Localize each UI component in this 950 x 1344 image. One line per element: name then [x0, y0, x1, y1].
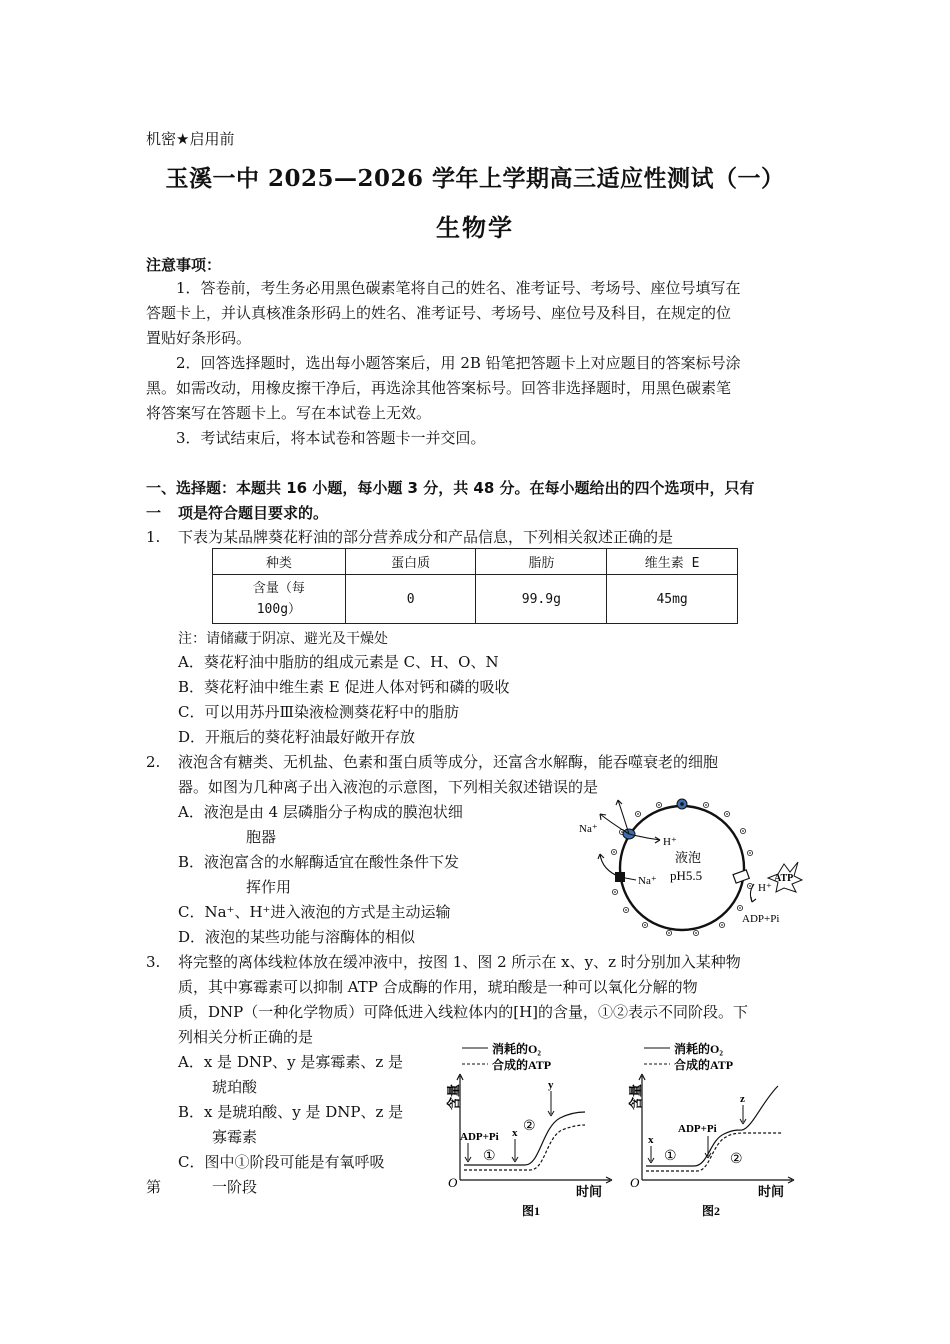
y-axis-label: 含量 — [446, 1083, 461, 1110]
h-right-label: H⁺ — [758, 882, 772, 894]
question-stem: 下表为某品牌葵花籽油的部分营养成分和产品信息，下列相关叙述正确的是 — [178, 528, 674, 546]
notice-line: 置贴好条形码。 — [146, 329, 252, 347]
figure-caption: 图2 — [702, 1204, 721, 1218]
exam-title: 玉溪一中 2025—2026 学年上学期高三适应性测试（一） — [165, 165, 785, 192]
question-stem: 将完整的离体线粒体放在缓冲液中，按图 1、图 2 所示在 x、y、z 时分别加入某种物 — [178, 953, 741, 971]
table-cell: 0 — [345, 575, 476, 624]
h-top-label: H⁺ — [663, 836, 677, 848]
option-a-cont: 琥珀酸 — [212, 1078, 258, 1096]
vacuole-diagram — [570, 792, 810, 938]
notice-line: 黑。如需改动，用橡皮擦干净后，再选涂其他答案标号。回答非选择题时，用黑色碳素笔 — [146, 379, 732, 397]
question-stem: 器。如图为几种离子出入液泡的示意图，下列相关叙述错误的是 — [178, 778, 599, 796]
option-a: A．液泡是由 4 层磷脂分子构成的膜泡状细 — [178, 803, 463, 821]
adp-label: ADP+Pi — [460, 1131, 499, 1143]
option-c: C．图中①阶段可能是有氧呼吸 — [178, 1153, 385, 1171]
section-heading-cont: 项是符合题目要求的。 — [178, 504, 329, 522]
y-axis-label: 含量 — [628, 1083, 643, 1110]
ph-label: pH5.5 — [670, 868, 703, 883]
na-in-label: Na⁺ — [638, 875, 657, 887]
option-b-cont: 挥作用 — [246, 878, 292, 896]
stage-1-label: ① — [483, 1149, 496, 1164]
na-out-label: Na⁺ — [579, 823, 598, 835]
proton-pump — [733, 870, 749, 883]
legend-atp: 合成的ATP — [492, 1058, 552, 1072]
y-marker: y — [548, 1079, 554, 1091]
adp-label: ADP+Pi — [678, 1123, 717, 1135]
table-row-label: 含量（每 100g） — [213, 575, 346, 624]
origin-label: O — [448, 1175, 458, 1190]
table-note: 注：请储藏于阴凉、避光及干燥处 — [178, 631, 388, 647]
x-axis-label: 时间 — [758, 1184, 785, 1199]
vacuole-label: 液泡 — [675, 850, 702, 865]
origin-label: O — [630, 1175, 640, 1190]
notice-line: 3．考试结束后，将本试卷和答题卡一并交回。 — [176, 429, 486, 447]
question-stem: 液泡含有糖类、无机盐、色素和蛋白质等成分，还富含水解酶，能吞噬衰老的细胞 — [178, 753, 719, 771]
option-c: C．可以用苏丹Ⅲ染液检测葵花籽中的脂肪 — [178, 703, 459, 721]
option-b: B．x 是琥珀酸、y 是 DNP、z 是 — [178, 1103, 404, 1121]
atp-label: ATP — [774, 873, 794, 884]
table-header: 种类 — [213, 549, 346, 575]
table-header: 脂肪 — [476, 549, 607, 575]
figure-2 — [612, 1040, 802, 1220]
question-stem: 质，DNP（一种化学物质）可降低进入线粒体内的[H]的含量，①②表示不同阶段。下 — [178, 1003, 749, 1021]
stage-2-label: ② — [523, 1119, 536, 1134]
option-c-cont: 第 — [146, 1178, 162, 1196]
table-cell: 45mg — [607, 575, 738, 624]
confidential-mark: 机密★启用前 — [146, 130, 235, 148]
notice-line: 2．回答选择题时，选出每小题答案后，用 2B 铅笔把答题卡上对应题目的答案标号涂 — [176, 354, 741, 372]
notice-line: 将答案写在答题卡上。写在本试卷上无效。 — [146, 404, 432, 422]
question-number: 2. — [146, 753, 161, 771]
question-number: 3. — [146, 953, 161, 971]
notice-line: 1．答卷前，考生务必用黑色碳素笔将自己的姓名、准考证号、考场号、座位号填写在 — [176, 279, 741, 297]
option-d: D．开瓶后的葵花籽油最好敞开存放 — [178, 728, 416, 746]
figure-caption: 图1 — [522, 1204, 541, 1218]
stage-1-label: ① — [664, 1149, 677, 1164]
question-stem: 质，其中寡霉素可以抑制 ATP 合成酶的作用，琥珀酸是一种可以氧化分解的物 — [178, 978, 698, 996]
adp-label: ADP+Pi — [742, 913, 780, 925]
table-cell: 99.9g — [476, 575, 607, 624]
legend-atp: 合成的ATP — [674, 1058, 734, 1072]
notice-line: 答题卡上，并认真核准条形码上的姓名、准考证号、考场号、座位号及科目，在规定的位 — [146, 304, 732, 322]
legend-o2: 消耗的O₂ — [492, 1042, 541, 1056]
figure-1 — [430, 1040, 620, 1220]
option-b: B．液泡富含的水解酶适宜在酸性条件下发 — [178, 853, 460, 871]
option-c: C．Na⁺、H⁺进入液泡的方式是主动运输 — [178, 903, 451, 921]
x-marker: x — [648, 1134, 654, 1146]
option-b: B．葵花籽油中维生素 E 促进人体对钙和磷的吸收 — [178, 678, 510, 696]
legend-o2: 消耗的O₂ — [674, 1042, 723, 1056]
option-a-cont: 胞器 — [246, 828, 277, 846]
nutrition-table — [212, 548, 738, 624]
option-b-cont: 寡霉素 — [212, 1128, 258, 1146]
z-marker: z — [740, 1093, 745, 1105]
section-heading: 一、选择题：本题共 16 小题，每小题 3 分，共 48 分。在每小题给出的四个选项中，只有 — [146, 479, 755, 497]
question-stem: 列相关分析正确的是 — [178, 1028, 314, 1046]
x-marker: x — [512, 1127, 518, 1139]
option-a: A．葵花籽油中脂肪的组成元素是 C、H、O、N — [178, 653, 499, 671]
stage-2-label: ② — [730, 1152, 743, 1167]
x-axis-label: 时间 — [576, 1184, 603, 1199]
option-a: A．x 是 DNP、y 是寡霉素、z 是 — [178, 1053, 403, 1071]
option-d: D．液泡的某些功能与溶酶体的相似 — [178, 928, 416, 946]
table-header: 维生素 E — [607, 549, 738, 575]
question-number: 1. — [146, 528, 161, 546]
subject-title: 生物学 — [436, 213, 514, 242]
section-heading-cont: 一 — [146, 504, 162, 522]
table-header: 蛋白质 — [345, 549, 476, 575]
option-c-cont: 一阶段 — [212, 1178, 258, 1196]
notice-heading: 注意事项： — [146, 256, 222, 274]
